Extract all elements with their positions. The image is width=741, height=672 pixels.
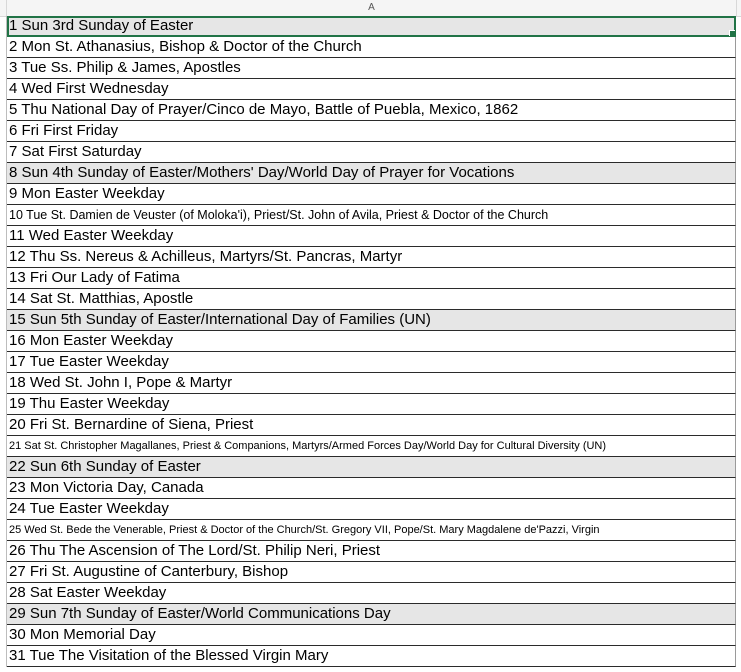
column-header-a[interactable]: A <box>6 0 737 16</box>
cell-a4[interactable]: 4 Wed First Wednesday <box>7 79 736 100</box>
cell-a21[interactable]: 21 Sat St. Christopher Magallanes, Priest & Companions, Martyrs/Armed Forces Day/World Day for Cultural Diversity (UN) <box>7 436 736 457</box>
cell-a2[interactable]: 2 Mon St. Athanasius, Bishop & Doctor of the Church <box>7 37 736 58</box>
cell-a5[interactable]: 5 Thu National Day of Prayer/Cinco de Mayo, Battle of Puebla, Mexico, 1862 <box>7 100 736 121</box>
cell-a12[interactable]: 12 Thu Ss. Nereus & Achilleus, Martyrs/St. Pancras, Martyr <box>7 247 736 268</box>
cell-a31[interactable]: 31 Tue The Visitation of the Blessed Virgin Mary <box>7 646 736 667</box>
cell-a11[interactable]: 11 Wed Easter Weekday <box>7 226 736 247</box>
cell-a7[interactable]: 7 Sat First Saturday <box>7 142 736 163</box>
cell-a6[interactable]: 6 Fri First Friday <box>7 121 736 142</box>
cell-a30[interactable]: 30 Mon Memorial Day <box>7 625 736 646</box>
cell-a8[interactable]: 8 Sun 4th Sunday of Easter/Mothers' Day/World Day of Prayer for Vocations <box>7 163 736 184</box>
cell-a22[interactable]: 22 Sun 6th Sunday of Easter <box>7 457 736 478</box>
cell-a28[interactable]: 28 Sat Easter Weekday <box>7 583 736 604</box>
cell-a10[interactable]: 10 Tue St. Damien de Veuster (of Moloka'i), Priest/St. John of Avila, Priest & Doctor of the Church <box>7 205 736 226</box>
cell-a1[interactable]: 1 Sun 3rd Sunday of Easter <box>7 16 736 37</box>
cell-a16[interactable]: 16 Mon Easter Weekday <box>7 331 736 352</box>
cell-a14[interactable]: 14 Sat St. Matthias, Apostle <box>7 289 736 310</box>
cell-a9[interactable]: 9 Mon Easter Weekday <box>7 184 736 205</box>
fill-handle[interactable] <box>729 30 736 37</box>
cell-a26[interactable]: 26 Thu The Ascension of The Lord/St. Philip Neri, Priest <box>7 541 736 562</box>
cell-a20[interactable]: 20 Fri St. Bernardine of Siena, Priest <box>7 415 736 436</box>
cell-a17[interactable]: 17 Tue Easter Weekday <box>7 352 736 373</box>
cell-a27[interactable]: 27 Fri St. Augustine of Canterbury, Bishop <box>7 562 736 583</box>
cell-a15[interactable]: 15 Sun 5th Sunday of Easter/International Day of Families (UN) <box>7 310 736 331</box>
cell-a18[interactable]: 18 Wed St. John I, Pope & Martyr <box>7 373 736 394</box>
cell-a24[interactable]: 24 Tue Easter Weekday <box>7 499 736 520</box>
spreadsheet-grid <box>6 16 736 667</box>
cell-a3[interactable]: 3 Tue Ss. Philip & James, Apostles <box>7 58 736 79</box>
cell-a23[interactable]: 23 Mon Victoria Day, Canada <box>7 478 736 499</box>
cell-a29[interactable]: 29 Sun 7th Sunday of Easter/World Communications Day <box>7 604 736 625</box>
cell-a25[interactable]: 25 Wed St. Bede the Venerable, Priest & Doctor of the Church/St. Gregory VII, Pope/St. Mary Magdalene de'Pazzi, Virgin <box>7 520 736 541</box>
cell-a13[interactable]: 13 Fri Our Lady of Fatima <box>7 268 736 289</box>
cell-a19[interactable]: 19 Thu Easter Weekday <box>7 394 736 415</box>
column-header-row <box>0 0 741 17</box>
